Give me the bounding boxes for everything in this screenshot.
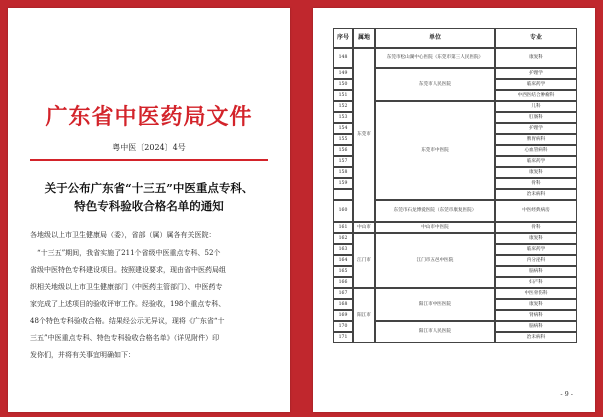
specialty-cell: 临床药学 [495,79,577,90]
row-number: 153 [333,112,353,123]
specialty-cell: 中西医结合肿瘤科 [495,90,577,101]
body-line: “十三五”期间，我省实施了211个省级中医重点专科、52个 [30,249,221,257]
specialty-cell: 临床药学 [495,244,577,255]
left-document-page [8,8,290,412]
notice-title-line2: 特色专科验收合格名单的通知 [74,199,224,213]
body-line: 三五”中医重点专科、特色专科验收合格名单》（详见附件）印 [30,334,220,342]
specialty-cell: 康复科 [495,167,577,178]
unit-cell: 东莞市中医院 [375,101,495,200]
specialty-cell: 脾胃病科 [495,134,577,145]
row-number: 171 [333,332,353,343]
specialty-cell: 康复科 [495,299,577,310]
row-number: 149 [333,68,353,79]
row-number: 155 [333,134,353,145]
specialty-cell: 临床药学 [495,156,577,167]
specialty-cell: 康复科 [495,48,577,68]
specialty-cell: 肾病科 [495,310,577,321]
row-number: 156 [333,145,353,156]
row-number: 166 [333,277,353,288]
row-number: 168 [333,299,353,310]
row-number: 167 [333,288,353,299]
specialty-cell: 肛肠科 [495,112,577,123]
document-number: 粤中医〔2024〕4号 [112,143,186,152]
row-number: 150 [333,79,353,90]
specialty-cell: 骨科 [495,178,577,189]
row-number: 157 [333,156,353,167]
document-title: 广东省中医药局文件 [45,104,253,130]
unit-cell: 江门市五邑中医院 [375,233,495,288]
specialty-cell: 康复科 [495,233,577,244]
row-number: 163 [333,244,353,255]
row-number: 154 [333,123,353,134]
body-line: 织相关地级以上市卫生健康部门（中医药主管部门）、中医药专 [30,283,223,291]
specialty-cell: 脑病科 [495,266,577,277]
unit-cell: 阳江市人民医院 [375,321,495,343]
unit-cell: 中山市中医院 [375,222,495,233]
header-region: 属地 [353,28,375,48]
header-unit: 单位 [375,28,495,48]
row-number: 161 [333,222,353,233]
row-number: 164 [333,255,353,266]
body-line: 家完成了上述项目的验收评审工作。经验收，198个重点专科、 [30,300,226,308]
notice-title-line1: 关于公布广东省“十三五”中医重点专科、 [44,181,254,195]
right-document-page [313,8,595,412]
body-line: 省级中医特色专科建设项目。按照建设要求，现由省中医药局组 [30,266,226,274]
row-number: 158 [333,167,353,178]
red-divider-line [30,159,268,161]
region-cell: 阳江市 [353,288,375,343]
row-number: 148 [333,48,353,68]
body-line: 各地级以上市卫生健康局（委），省部（属）属各有关医院： [30,231,216,239]
specialty-cell: 儿科 [495,101,577,112]
row-number: 159 [333,178,353,189]
specialty-cell: 骨科 [495,222,577,233]
body-line: 48个特色专科验收合格。结果经公示无异议，现将《广东省“十 [30,317,225,325]
unit-cell: 东莞市石龙博爱医院（东莞市康复医院） [375,200,495,222]
region-cell: 中山市 [353,222,375,233]
specialty-cell: 治未病科 [495,189,577,200]
unit-cell: 东莞市人民医院 [375,68,495,101]
row-number: 169 [333,310,353,321]
specialty-cell: 脑病科 [495,321,577,332]
unit-cell: 阳江市中医医院 [375,288,495,321]
specialty-cell: 中医经典病房 [495,200,577,222]
specialty-cell: 心血管病科 [495,145,577,156]
row-number: 170 [333,321,353,332]
row-number: 162 [333,233,353,244]
header-specialty: 专业 [495,28,577,48]
specialty-cell: 中医骨伤科 [495,288,577,299]
specialty-cell: 护理学 [495,68,577,79]
region-cell: 江门市 [353,233,375,288]
row-number [333,189,353,200]
unit-cell: 东莞市松山湖中心医院（东莞市第三人民医院） [375,48,495,68]
region-cell: 东莞市 [353,48,375,222]
body-line: 发你们，并将有关事宜明确如下： [30,351,135,359]
header-no: 序号 [333,28,353,48]
specialty-cell: 护理学 [495,123,577,134]
row-number: 151 [333,90,353,101]
row-number: 165 [333,266,353,277]
row-number: 152 [333,101,353,112]
specialty-cell: 妇产科 [495,277,577,288]
row-number: 160 [333,200,353,222]
specialty-cell: 内分泌科 [495,255,577,266]
specialty-cell: 治未病科 [495,332,577,343]
page-number: - 9 - [560,390,573,398]
